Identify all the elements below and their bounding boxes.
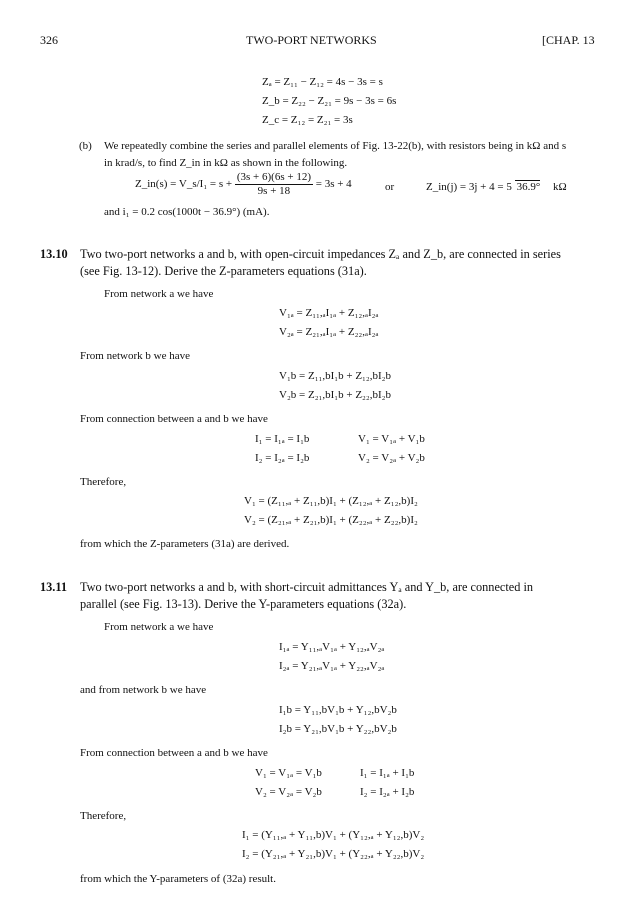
equation-v1b: V₁b = Z₁₁,bI₁b + Z₁₂,bI₂b [279, 370, 391, 382]
zin-denominator: 9s + 18 [257, 185, 291, 197]
text-from-connection-2: From connection between a and b we have [80, 747, 268, 759]
zin-rhs: = 3s + 4 [315, 178, 352, 191]
equation-i2-parallel: I₂ = I₂ₐ + I₂b [360, 786, 415, 798]
problem-number-13-11: 13.11 [40, 580, 67, 594]
result-v2: V₂ = (Z₂₁,ₐ + Z₂₁,b)I₁ + (Z₂₂,ₐ + Z₂₂,b)I₂ [244, 514, 418, 526]
equation-zc: Z_c = Z₁₂ = Z₂₁ = 3s [262, 114, 353, 126]
zin-phasor [426, 180, 567, 194]
result-i2: I₂ = (Y₂₁,ₐ + Y₂₁,b)V₁ + (Y₂₂,ₐ + Y₂₂,b)V₂ [242, 848, 425, 860]
equation-v2-parallel: V₂ = V₂ₐ = V₂b [255, 786, 322, 798]
part-b-text-line1: We repeatedly combine the series and parallel elements of Fig. 13-22(b), with resistors being in kΩ and s [104, 140, 567, 152]
equation-v2-series: V₂ = V₂ₐ + V₂b [358, 452, 425, 464]
equation-v1-parallel: V₁ = V₁ₐ = V₁b [255, 767, 322, 779]
zin-fraction [235, 171, 313, 198]
text-from-network-a: From network a we have [104, 288, 214, 300]
result-v1: V₁ = (Z₁₁,ₐ + Z₁₁,b)I₁ + (Z₁₂,ₐ + Z₁₂,b)I₂ [244, 495, 418, 507]
chapter-label: [CHAP. 13 [542, 33, 595, 47]
zin-j-expr: Z_in(j) = 3j + 4 = 5 [426, 181, 512, 193]
problem-13-11-statement-line2: parallel (see Fig. 13-13). Derive the Y-parameters equations (32a). [80, 597, 407, 611]
problem-13-10-statement-line2: (see Fig. 13-12). Derive the Z-parameters equations (31a). [80, 264, 367, 278]
current-expression: and i₁ = 0.2 cos(1000t − 36.9°) (mA). [104, 206, 270, 218]
equation-i1-parallel: I₁ = I₁ₐ + I₁b [360, 767, 415, 779]
equation-i2b: I₂b = Y₂₁,bV₁b + Y₂₂,bV₂b [279, 723, 397, 735]
problem-13-11-statement-line1: Two two-port networks a and b, with short-circuit admittances Yₐ and Y_b, are connected in [80, 580, 534, 594]
equation-zb: Z_b = Z₂₂ − Z₂₁ = 9s − 3s = 6s [262, 95, 397, 107]
equation-i1b: I₁b = Y₁₁,bV₁b + Y₁₂,bV₂b [279, 704, 397, 716]
equation-v1-series: V₁ = V₁ₐ + V₁b [358, 433, 425, 445]
text-therefore: Therefore, [80, 476, 127, 488]
problem-13-11-conclusion: from which the Y-parameters of (32a) result. [80, 873, 276, 885]
zin-numerator: (3s + 6)(6s + 12) [236, 171, 311, 183]
text-therefore-2: Therefore, [80, 810, 127, 822]
equation-v1a: V₁ₐ = Z₁₁,ₐI₁ₐ + Z₁₂,ₐI₂ₐ [279, 307, 379, 319]
equation-i1-series: I₁ = I₁ₐ = I₁b [255, 433, 310, 445]
equation-za: Zₐ = Z₁₁ − Z₁₂ = 4s − 3s = s [262, 76, 383, 88]
equation-i2-series: I₂ = I₂ₐ = I₂b [255, 452, 310, 464]
zin-unit: kΩ [552, 181, 567, 193]
equation-i2a: I₂ₐ = Y₂₁,ₐV₁ₐ + Y₂₂,ₐV₂ₐ [279, 660, 385, 672]
part-b-text-line2: in krad/s, to find Z_in in kΩ as shown in the following. [104, 157, 348, 169]
page-number: 326 [40, 33, 58, 47]
text-from-connection: From connection between a and b we have [80, 413, 268, 425]
text-from-network-b: From network b we have [80, 350, 190, 362]
part-b-label: (b) [79, 140, 92, 152]
running-title: TWO-PORT NETWORKS [246, 33, 377, 47]
zin-angle: 36.9° [516, 181, 541, 193]
equation-i1a: I₁ₐ = Y₁₁,ₐV₁ₐ + Y₁₂,ₐV₂ₐ [279, 641, 385, 653]
problem-13-10-statement-line1: Two two-port networks a and b, with open-circuit impedances Zₐ and Z_b, are connected in series [80, 247, 561, 261]
zin-or: or [385, 181, 395, 193]
problem-number-13-10: 13.10 [40, 247, 68, 261]
equation-v2a: V₂ₐ = Z₂₁,ₐI₁ₐ + Z₂₂,ₐI₂ₐ [279, 326, 379, 338]
problem-13-10-conclusion: from which the Z-parameters (31a) are derived. [80, 538, 290, 550]
equation-v2b: V₂b = Z₂₁,bI₁b + Z₂₂,bI₂b [279, 389, 391, 401]
zin-equation [135, 171, 352, 198]
zin-lhs: Z_in(s) = V_s/I₁ = s + [135, 178, 233, 191]
text-from-network-a-2: From network a we have [104, 621, 214, 633]
result-i1: I₁ = (Y₁₁,ₐ + Y₁₁,b)V₁ + (Y₁₂,ₐ + Y₁₂,b)V₂ [242, 829, 425, 841]
text-from-network-b-2: and from network b we have [80, 684, 207, 696]
